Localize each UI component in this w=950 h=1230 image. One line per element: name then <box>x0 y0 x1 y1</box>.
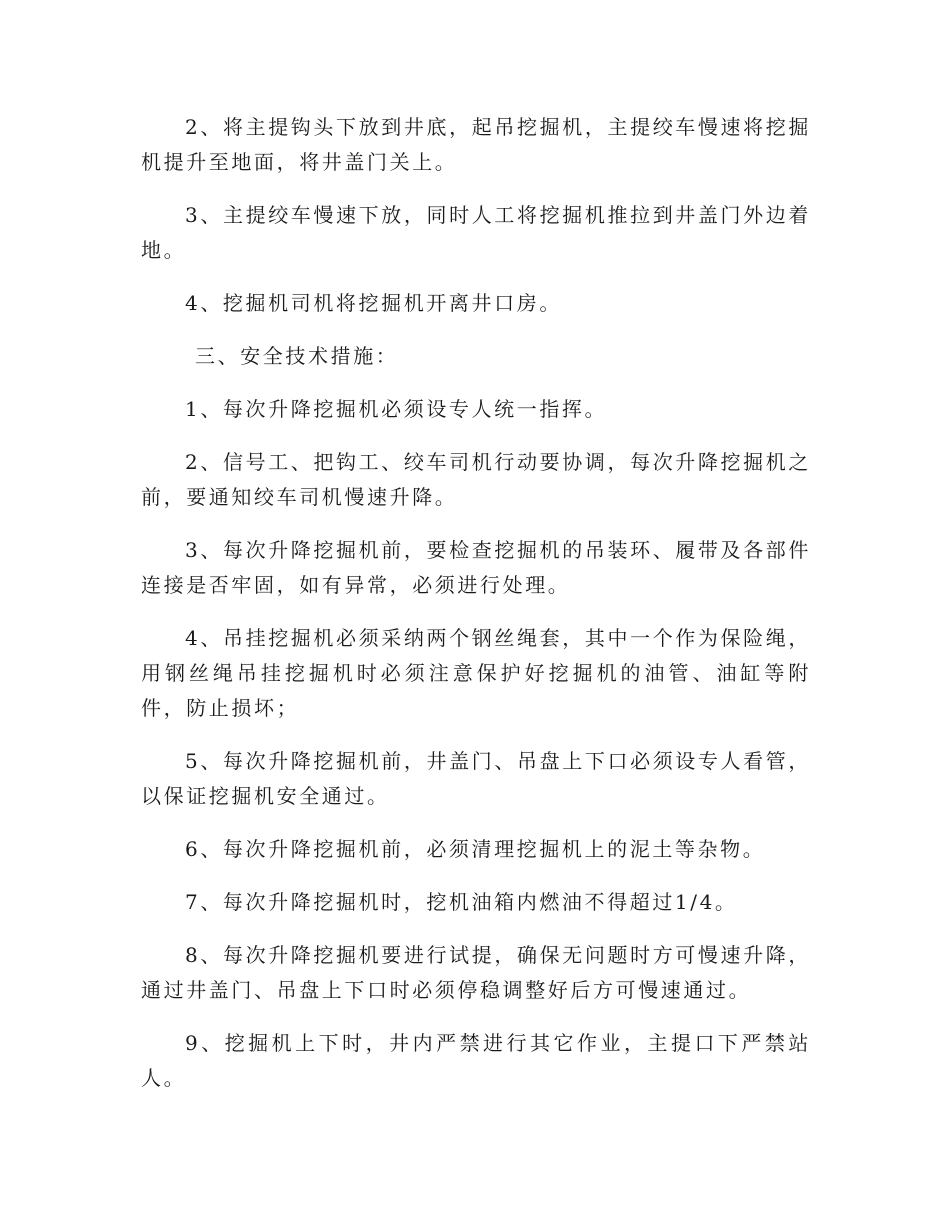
document-body <box>141 110 811 1114</box>
section-heading-safety-measures: 三、安全技术措施： <box>195 344 399 368</box>
measure-item-9: 9、挖掘机上下时，井内严禁进行其它作业，主提口下严禁站人。 <box>141 1031 811 1090</box>
measure-item-4: 4、吊挂挖掘机必须采纳两个钢丝绳套，其中一个作为保险绳，用钢丝绳吊挂挖掘机时必须注意保护好挖掘机的油管、油缸等附件，防止损坏； <box>141 626 811 720</box>
measure-item-7: 7、每次升降挖掘机时，挖机油箱内燃油不得超过1/4。 <box>185 890 738 914</box>
paragraph-step-2: 2、将主提钩头下放到井底，起吊挖掘机，主提绞车慢速将挖掘机提升至地面，将井盖门关上。 <box>141 115 811 174</box>
measure-item-3: 3、每次升降挖掘机前，要检查挖掘机的吊装环、履带及各部件连接是否牢固，如有异常，必须进行处理。 <box>141 538 811 597</box>
measure-item-2: 2、信号工、把钩工、绞车司机行动要协调，每次升降挖掘机之前，要通知绞车司机慢速升降。 <box>141 450 811 509</box>
measure-item-5: 5、每次升降挖掘机前，井盖门、吊盘上下口必须设专人看管，以保证挖掘机安全通过。 <box>141 749 811 808</box>
measure-item-8: 8、每次升降挖掘机要进行试提，确保无问题时方可慢速升降，通过井盖门、吊盘上下口时必须停稳调整好后方可慢速通过。 <box>141 943 811 1002</box>
paragraph-step-3: 3、主提绞车慢速下放，同时人工将挖掘机推拉到井盖门外边着地。 <box>141 203 811 262</box>
measure-item-1: 1、每次升降挖掘机必须设专人统一指挥。 <box>185 397 608 421</box>
paragraph-step-4: 4、挖掘机司机将挖掘机开离井口房。 <box>185 291 562 315</box>
measure-item-6: 6、每次升降挖掘机前，必须清理挖掘机上的泥土等杂物。 <box>185 837 766 861</box>
